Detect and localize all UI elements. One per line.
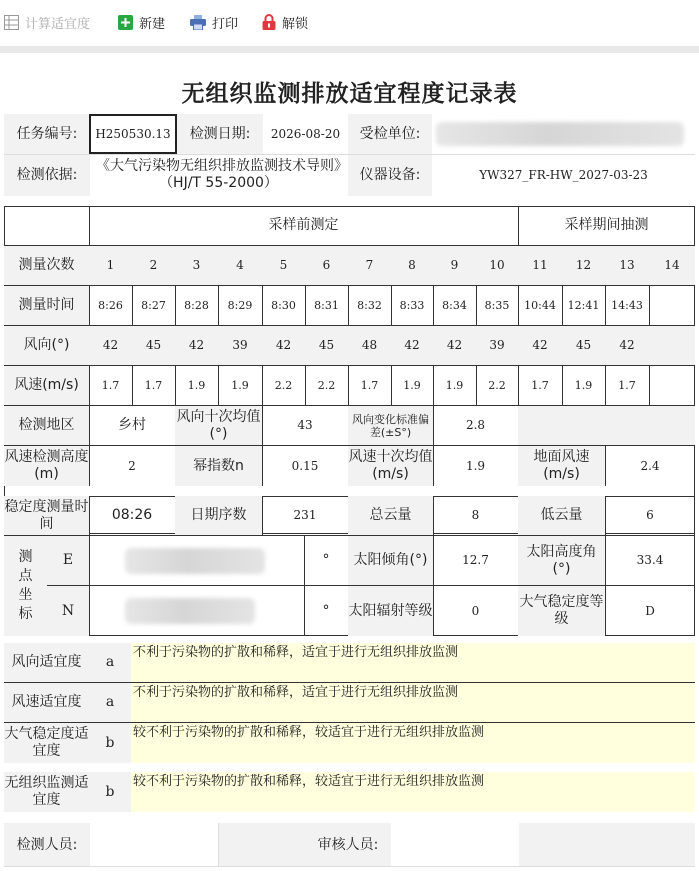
time-cell-10[interactable]: 8:35	[476, 286, 519, 326]
atm-grade: b	[89, 723, 132, 763]
calculate-suitability-button[interactable]	[4, 12, 90, 32]
count-row-label: 测量次数	[4, 246, 90, 286]
dir-sd-value[interactable]: 2.8	[433, 406, 519, 446]
count-cell-1: 1	[89, 246, 133, 286]
count-cell-10: 10	[476, 246, 519, 286]
speed-row-label: 风速(m/s)	[4, 366, 90, 406]
stats-blank-1	[518, 406, 606, 446]
footer-divider	[4, 866, 695, 867]
direction-cell-7[interactable]: 48	[348, 326, 392, 366]
speed-cell-8[interactable]: 1.9	[391, 366, 434, 406]
sun-altitude-label: 太阳高度角(°)	[518, 536, 606, 586]
count-cell-9: 9	[433, 246, 477, 286]
task-no-label: 任务编号:	[4, 114, 90, 154]
direction-cell-12[interactable]: 45	[562, 326, 606, 366]
time-cell-3[interactable]: 8:28	[175, 286, 219, 326]
atm-note[interactable]: 较不利于污染物的扩散和稀释，较适宜于进行无组织排放监测	[131, 723, 695, 763]
time-row-label: 测量时间	[4, 286, 90, 326]
instrument-field[interactable]: YW327_FR-HW_2027-03-23	[479, 167, 648, 182]
calculate-suitability-label: 计算适宜度	[25, 16, 91, 32]
wind-dir-suit-label: 风向适宜度	[4, 643, 90, 683]
atm-suit-label: 大气稳定度适宜度	[4, 723, 90, 763]
radiation-value[interactable]: 0	[433, 586, 519, 636]
direction-cell-3[interactable]: 42	[175, 326, 219, 366]
footer-spacer	[262, 823, 306, 867]
direction-cell-11[interactable]: 42	[518, 326, 563, 366]
speed-cell-5[interactable]: 2.2	[262, 366, 306, 406]
total-cloud-label: 总云量	[348, 496, 434, 536]
speed-cell-9[interactable]: 1.9	[433, 366, 477, 406]
reviewer-field[interactable]	[390, 823, 520, 867]
speed-cell-10[interactable]: 2.2	[476, 366, 519, 406]
new-button[interactable]	[118, 12, 165, 32]
speed-height-label: 风速检测高度(m)	[4, 446, 90, 486]
total-cloud-value[interactable]: 8	[433, 496, 519, 536]
speed-cell-12[interactable]: 1.9	[562, 366, 606, 406]
stability-time-label: 稳定度测量时间	[4, 496, 90, 536]
time-cell-7[interactable]: 8:32	[348, 286, 392, 326]
reviewer-extra	[519, 823, 695, 867]
test-date-field[interactable]: 2026-08-20	[270, 126, 341, 141]
table-icon	[4, 15, 19, 30]
speed-mean-value[interactable]: 1.9	[433, 446, 519, 486]
inspector-extra	[219, 823, 263, 867]
time-cell-9[interactable]: 8:34	[433, 286, 477, 326]
inspector-label: 检测人员:	[4, 823, 90, 867]
east-redacted	[125, 548, 265, 574]
radiation-label: 太阳辐射等级	[348, 586, 434, 636]
time-cell-11[interactable]: 10:44	[518, 286, 563, 326]
print-button[interactable]	[190, 12, 238, 32]
client-redacted	[436, 122, 684, 146]
direction-cell-14[interactable]	[649, 326, 695, 366]
ground-speed-value[interactable]: 2.4	[640, 458, 660, 473]
day-no-label: 日期序数	[175, 496, 263, 536]
east-coordinate-field[interactable]	[89, 536, 305, 586]
new-label: 新建	[139, 16, 166, 32]
declination-value[interactable]: 12.7	[433, 536, 519, 586]
direction-cell-10[interactable]: 39	[476, 326, 519, 366]
direction-cell-13[interactable]: 42	[605, 326, 650, 366]
stability-time-value[interactable]: 08:26	[89, 496, 176, 536]
unlock-label: 解锁	[282, 16, 309, 32]
stats-blank-2	[605, 406, 695, 446]
ground-speed-label: 地面风速(m/s)	[518, 446, 606, 486]
add-icon	[118, 15, 133, 30]
time-cell-4[interactable]: 8:29	[218, 286, 263, 326]
power-value[interactable]: 0.15	[262, 446, 349, 486]
basis-field[interactable]: 《大气污染物无组织排放监测技术导则》（HJ/T 55-2000）	[96, 158, 341, 191]
speed-cell-1[interactable]: 1.7	[89, 366, 133, 406]
east-label: E	[47, 536, 90, 586]
coord-label: 测点坐标	[4, 536, 48, 636]
speed-cell-6[interactable]: 2.2	[305, 366, 349, 406]
dir-sd-label: 风向变化标准偏差(±S°)	[348, 406, 434, 446]
pre-sampling-header: 采样前测定	[89, 206, 519, 246]
count-cell-7: 7	[348, 246, 392, 286]
count-cell-2: 2	[132, 246, 176, 286]
toolbar	[0, 0, 699, 44]
test-date-label: 检测日期:	[177, 114, 263, 154]
low-cloud-value[interactable]: 6	[605, 496, 695, 536]
dir-mean-value[interactable]: 43	[262, 406, 349, 446]
speed-cell-13[interactable]: 1.7	[605, 366, 650, 406]
time-cell-14[interactable]	[649, 286, 695, 326]
time-cell-2[interactable]: 8:27	[132, 286, 176, 326]
time-cell-5[interactable]: 8:30	[262, 286, 306, 326]
lock-icon	[262, 14, 276, 30]
count-cell-3: 3	[175, 246, 219, 286]
north-redacted	[125, 598, 255, 624]
count-cell-14: 14	[649, 246, 695, 286]
basis-label: 检测依据:	[4, 154, 90, 196]
power-label: 幂指数n	[175, 446, 263, 486]
time-cell-8[interactable]: 8:33	[391, 286, 434, 326]
direction-row-label: 风向(°)	[4, 326, 90, 366]
direction-cell-2[interactable]: 45	[132, 326, 176, 366]
reviewer-label: 审核人员:	[305, 823, 391, 867]
printer-icon	[190, 15, 206, 30]
area-value[interactable]: 乡村	[89, 406, 176, 446]
wind-speed-note[interactable]: 不利于污染物的扩散和稀释，适宜于进行无组织排放监测	[131, 683, 695, 723]
time-cell-1[interactable]: 8:26	[89, 286, 133, 326]
low-cloud-label: 低云量	[518, 496, 606, 536]
speed-cell-3[interactable]: 1.9	[175, 366, 219, 406]
declination-label: 太阳倾角(°)	[348, 536, 434, 586]
print-label: 打印	[212, 16, 239, 32]
direction-cell-4[interactable]: 39	[218, 326, 263, 366]
client-label: 受检单位:	[348, 114, 432, 154]
speed-cell-7[interactable]: 1.7	[348, 366, 392, 406]
time-cell-13[interactable]: 14:43	[605, 286, 650, 326]
count-cell-11: 11	[518, 246, 563, 286]
instrument-label: 仪器设备:	[348, 154, 432, 196]
count-cell-6: 6	[305, 246, 349, 286]
time-cell-12[interactable]: 12:41	[562, 286, 606, 326]
area-label: 检测地区	[4, 406, 90, 446]
inspector-field[interactable]	[89, 823, 219, 867]
speed-cell-2[interactable]: 1.7	[132, 366, 176, 406]
toolbar-separator	[0, 46, 699, 53]
day-no-value[interactable]: 231	[262, 496, 349, 536]
count-cell-8: 8	[391, 246, 434, 286]
time-cell-6[interactable]: 8:31	[305, 286, 349, 326]
direction-cell-8[interactable]: 42	[391, 326, 434, 366]
wind-dir-note[interactable]: 不利于污染物的扩散和稀释，适宜于进行无组织排放监测	[131, 643, 695, 683]
speed-cell-4[interactable]: 1.9	[218, 366, 263, 406]
task-no-field[interactable]: H250530.13	[89, 114, 177, 154]
count-cell-4: 4	[218, 246, 263, 286]
corner-cell	[4, 206, 90, 246]
north-coordinate-field[interactable]	[89, 586, 305, 636]
during-sampling-header: 采样期间抽测	[518, 206, 695, 246]
wind-speed-suit-label: 风速适宜度	[4, 683, 90, 723]
count-cell-5: 5	[262, 246, 306, 286]
wind-speed-grade: a	[89, 683, 132, 723]
speed-height-value[interactable]: 2	[89, 446, 176, 486]
east-degree: °	[304, 536, 349, 586]
count-cell-12: 12	[562, 246, 606, 286]
speed-mean-label: 风速十次均值(m/s)	[348, 446, 434, 486]
speed-cell-14[interactable]	[649, 366, 695, 406]
dir-mean-label: 风向十次均值(°)	[175, 406, 263, 446]
direction-cell-1[interactable]: 42	[89, 326, 133, 366]
header-divider	[4, 154, 695, 155]
direction-cell-9[interactable]: 42	[433, 326, 477, 366]
count-cell-13: 13	[605, 246, 650, 286]
overall-grade: b	[89, 772, 132, 812]
unlock-button[interactable]	[262, 12, 308, 32]
direction-cell-5[interactable]: 42	[262, 326, 306, 366]
north-label: N	[47, 586, 90, 636]
north-degree: °	[304, 586, 349, 636]
sun-altitude-value[interactable]: 33.4	[605, 536, 695, 586]
stability-class-value[interactable]: D	[645, 603, 655, 618]
speed-cell-11[interactable]: 1.7	[518, 366, 563, 406]
wind-dir-grade: a	[89, 643, 132, 683]
form-title: 无组织监测排放适宜程度记录表	[181, 80, 518, 107]
client-field[interactable]	[432, 114, 695, 154]
overall-suit-label: 无组织监测适宜度	[4, 772, 90, 812]
overall-note[interactable]: 较不利于污染物的扩散和稀释，较适宜于进行无组织排放监测	[131, 772, 695, 812]
stability-class-label: 大气稳定度等级	[518, 586, 606, 636]
direction-cell-6[interactable]: 45	[305, 326, 349, 366]
record-form	[0, 53, 699, 871]
